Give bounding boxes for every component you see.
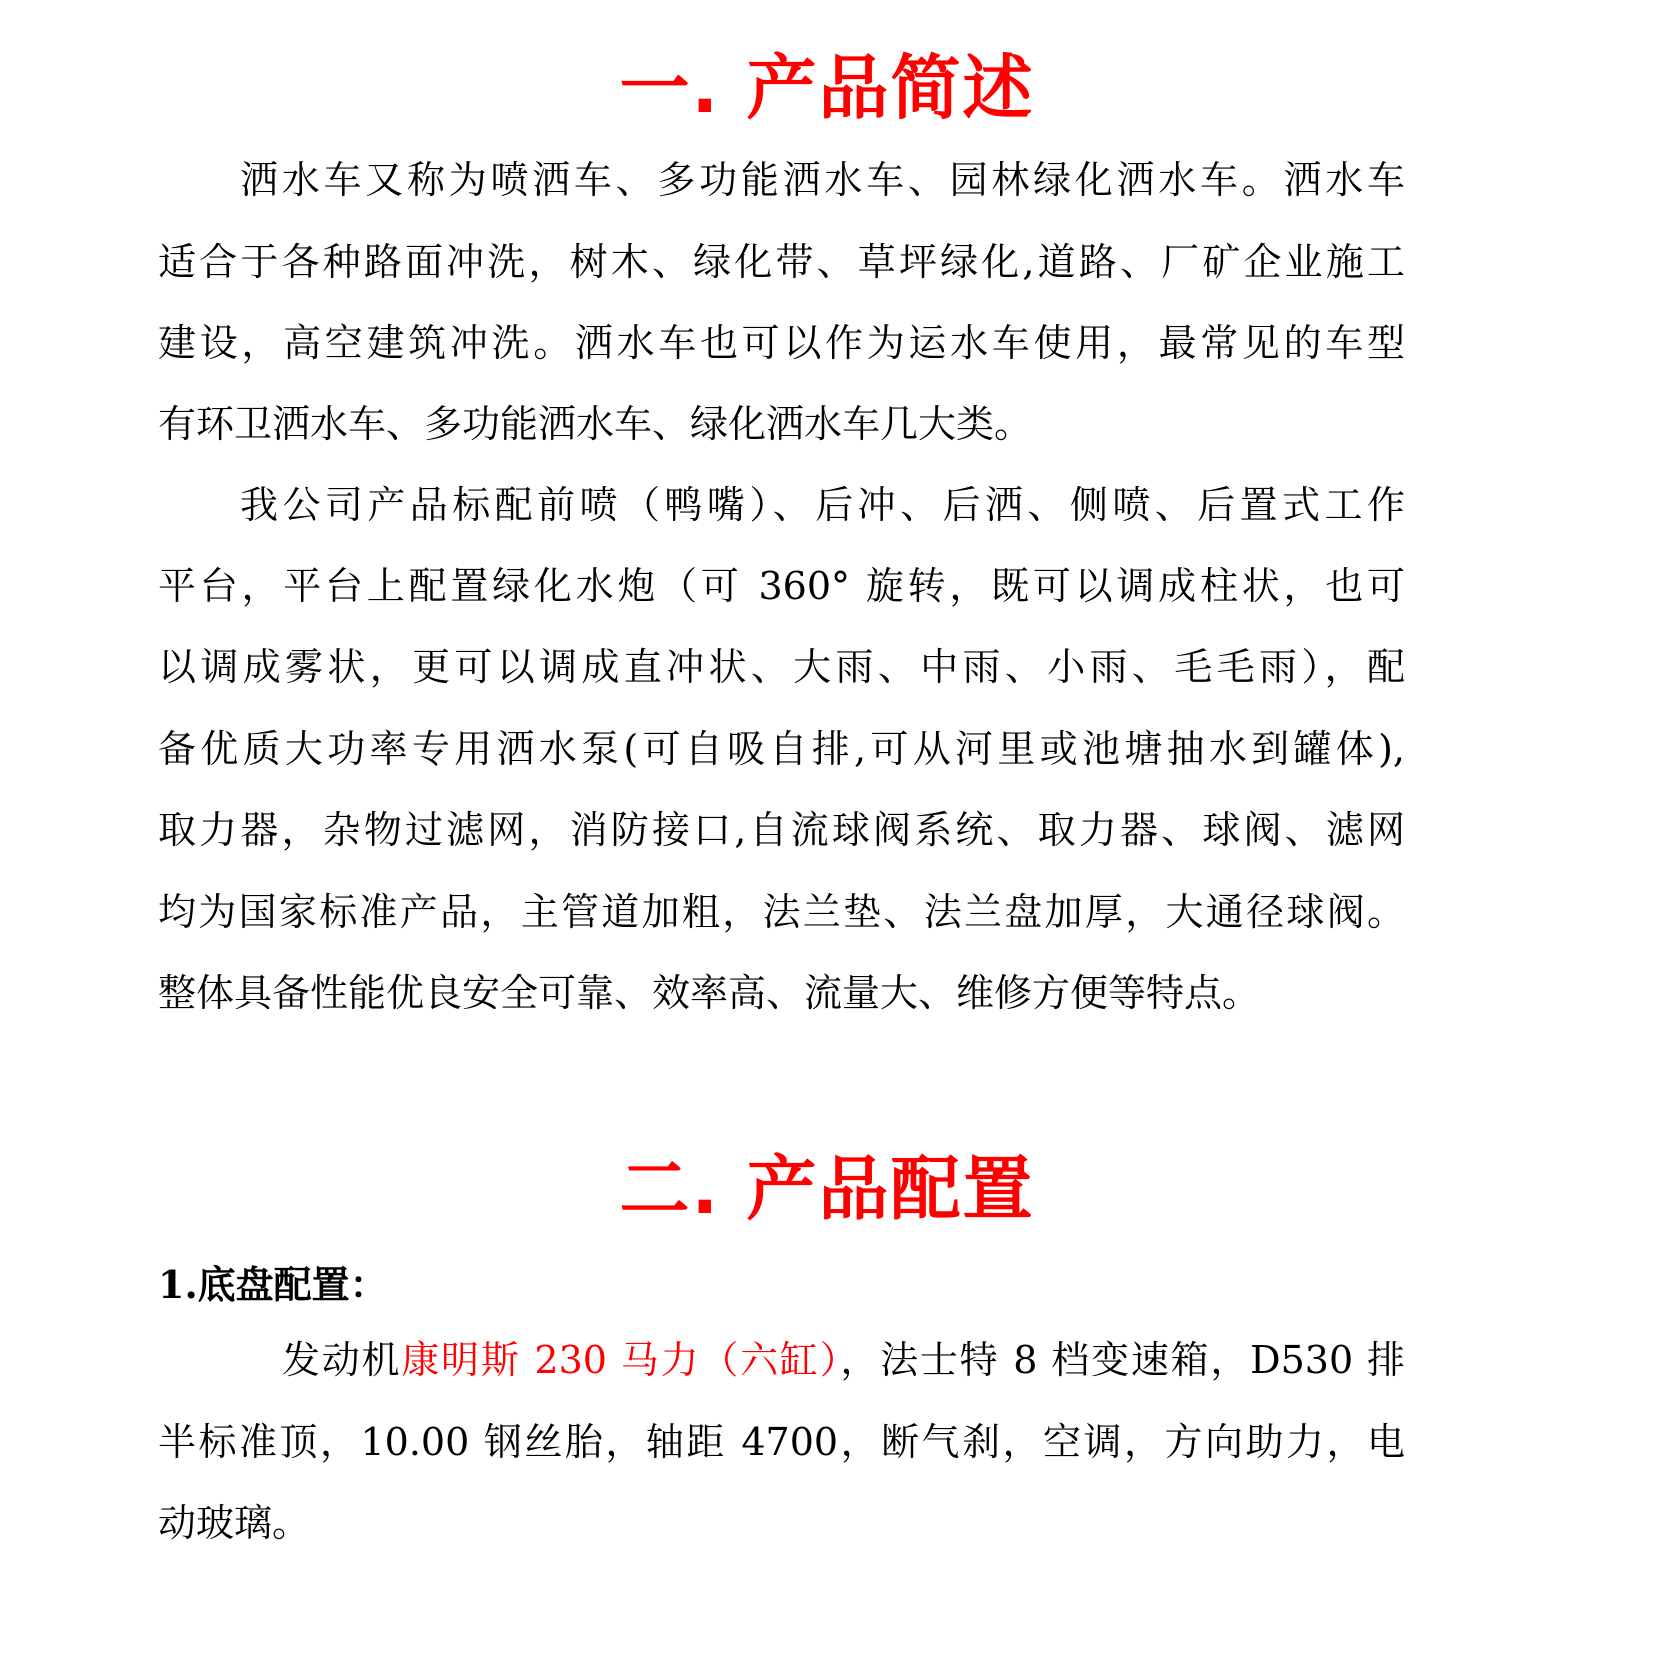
text-line <box>282 1336 1405 1384</box>
section-title-configuration: 二. 产品配置 <box>619 1148 1035 1230</box>
text-engine-label: 发动机 <box>282 1338 402 1382</box>
text-line: 以调成雾状，更可以调成直冲状、大雨、中雨、小雨、毛毛雨），配 <box>158 645 1405 689</box>
text-line: 适合于各种路面冲洗，树木、绿化带、草坪绿化,道路、厂矿企业施工 <box>158 240 1405 284</box>
text-line: 我公司产品标配前喷（鸭嘴）、后冲、后洒、侧喷、后置式工作 <box>240 483 1405 527</box>
text-gearbox: ，法士特 8 档变速箱，D530 排 <box>840 1338 1405 1382</box>
text-engine-highlight: 康明斯 230 马力（六缸） <box>401 1338 841 1382</box>
text-line: 备优质大功率专用洒水泵(可自吸自排,可从河里或池塘抽水到罐体), <box>158 727 1405 771</box>
section-title-overview: 一. 产品简述 <box>619 47 1035 129</box>
text-line: 均为国家标准产品，主管道加粗，法兰垫、法兰盘加厚，大通径球阀。 <box>158 890 1405 934</box>
text-line: 洒水车又称为喷洒车、多功能洒水车、园林绿化洒水车。洒水车 <box>240 158 1405 202</box>
text-line: 整体具备性能优良安全可靠、效率高、流量大、维修方便等特点。 <box>158 971 1261 1015</box>
text-line: 有环卫洒水车、多功能洒水车、绿化洒水车几大类。 <box>158 402 1033 446</box>
text-line: 平台，平台上配置绿化水炮（可 360° 旋转，既可以调成柱状，也可 <box>158 564 1405 608</box>
subheading-chassis: 1.底盘配置： <box>158 1262 388 1307</box>
text-line: 建设，高空建筑冲洗。洒水车也可以作为运水车使用，最常见的车型 <box>158 321 1405 365</box>
text-line: 动玻璃。 <box>158 1501 311 1545</box>
text-line: 半标准顶，10.00 钢丝胎，轴距 4700，断气刹，空调，方向助力，电 <box>158 1420 1405 1464</box>
text-line: 取力器，杂物过滤网，消防接口,自流球阀系统、取力器、球阀、滤网 <box>158 808 1405 852</box>
